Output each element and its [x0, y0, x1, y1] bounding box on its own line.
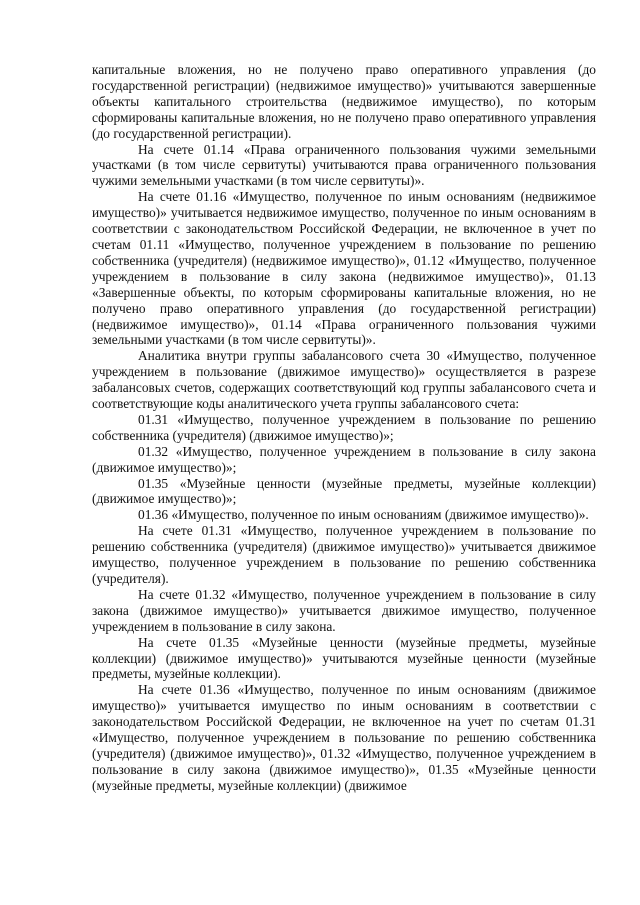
paragraph-account-01-16: На счете 01.16 «Имущество, полученное по иным основаниям (недвижимое имущество)» учитывается недвижимое имущество, полученное по иным основаниям в соответствии с законодательством Российской Федерации, не включенное в учет по счетам 01.11 «Имущество, полученное учреждением в пользование по решению собственника (учредителя) (недвижимое имущество)», 01.12 «Имущество, полученное учреждением в пользование в силу закона (недвижимое имущество)», 01.13 «Завершенные объекты, по которым сформированы капитальные вложения, но не получено право оперативного управления (до государственной регистрации) (недвижимое имущество)», 01.14 «Права ограниченного пользования чужими земельными участками (в том числе сервитуты)». [92, 189, 596, 348]
list-item-01-31: 01.31 «Имущество, полученное учреждением в пользование по решению собственника (учредителя) (движимое имущество)»; [92, 411, 596, 443]
paragraph-account-01-31: На счете 01.31 «Имущество, полученное учреждением в пользование по решению собственника (учредителя) (движимое имущество)» учитывается движимое имущество, полученное учреждением в пользование по решению собственника (учредителя). [92, 523, 596, 586]
paragraph-account-01-36: На счете 01.36 «Имущество, полученное по иным основаниям (движимое имущество)» учитывается имущество по иным основаниям в соответствии с законодательством Российской Федерации, не включенное на учет по счетам 01.31 «Имущество, полученное учреждением в пользование по решению собственника (учредителя) (движимое имущество)», 01.32 «Имущество, полученное учреждением в пользование в силу закона (движимое имущество)», 01.35 «Музейные ценности (музейные предметы, музейные коллекции) (движимое [92, 682, 596, 793]
paragraph-account-01-35: На счете 01.35 «Музейные ценности (музейные предметы, музейные коллекции) (движимое имущество)» учитываются музейные ценности (музейные предметы, музейные коллекции). [92, 634, 596, 682]
list-item-01-35: 01.35 «Музейные ценности (музейные предметы, музейные коллекции) (движимое имущество)»; [92, 475, 596, 507]
paragraph-account-01-32: На счете 01.32 «Имущество, полученное учреждением в пользование в силу закона (движимое имущество)» учитывается движимое имущество, полученное учреждением в пользование в силу закона. [92, 586, 596, 634]
document-page [92, 62, 596, 794]
paragraph-continuation: капитальные вложения, но не получено право оперативного управления (до государственной регистрации) (недвижимое имущество)» учитываются завершенные объекты капитального строительства (недвижимое имущество), по которым сформированы капитальные вложения, но не получено право оперативного управления (до государственной регистрации). [92, 62, 596, 141]
paragraph-account-01-14: На счете 01.14 «Права ограниченного пользования чужими земельными участками (в том числе сервитуты) учитываются права ограниченного пользования чужими земельными участками (в том числе сервитуты)». [92, 141, 596, 189]
paragraph-group-30-analytics: Аналитика внутри группы забалансового счета 30 «Имущество, полученное учреждением в пользование (движимое имущество)» осуществляется в разрезе забалансовых счетов, содержащих соответствующий код группы забалансового счета и соответствующие коды аналитического учета группы забалансового счета: [92, 348, 596, 412]
list-item-01-32: 01.32 «Имущество, полученное учреждением в пользование в силу закона (движимое имущество)»; [92, 443, 596, 475]
list-item-01-36: 01.36 «Имущество, полученное по иным основаниям (движимое имущество)». [138, 507, 589, 523]
